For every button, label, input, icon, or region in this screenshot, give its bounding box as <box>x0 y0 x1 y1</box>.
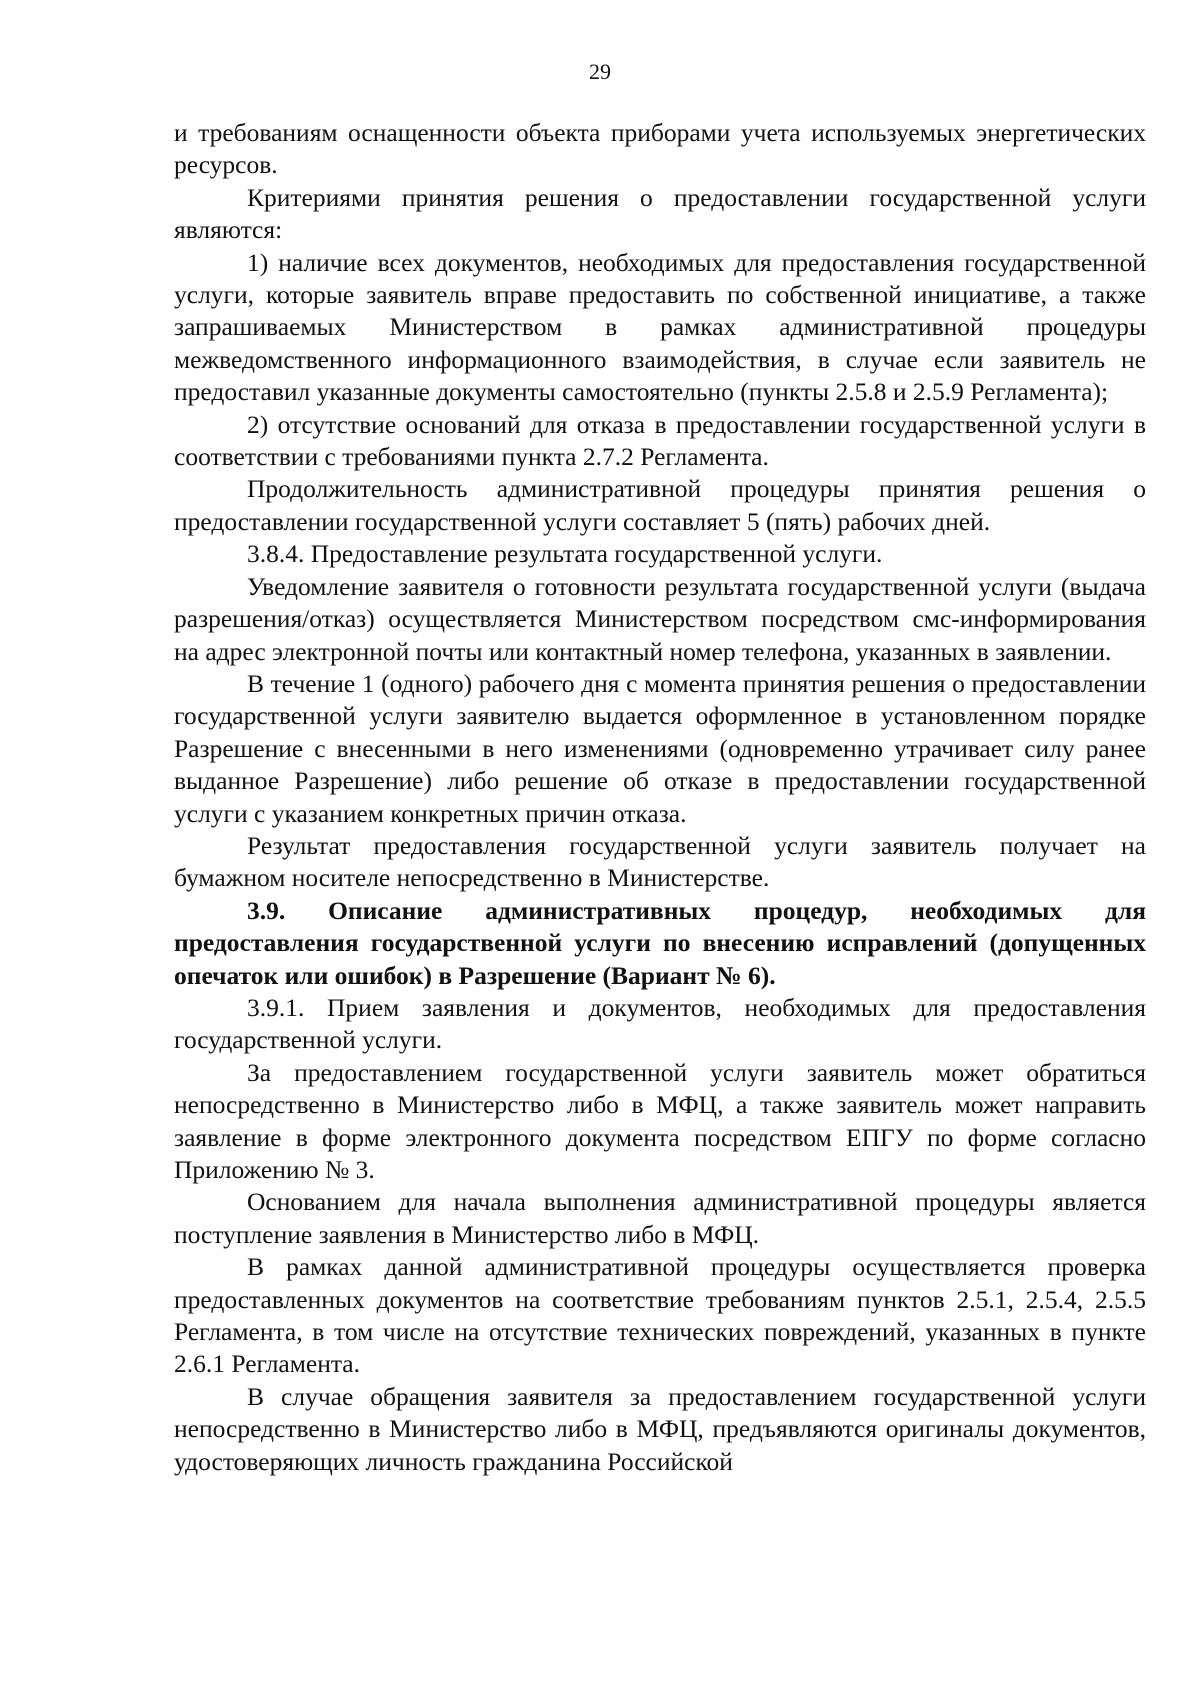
section-heading-3-9: 3.9. Описание административных процедур, необходимых для предоставления государственной услуги по внесению исправлений (допущенных опечаток или ошибок) в Разрешение (Вариант № 6). <box>174 895 1146 990</box>
paragraph-result: Результат предоставления государственной услуги заявитель получает на бумажном носителе непосредственно в Министерстве. <box>174 830 1146 893</box>
paragraph-notification: Уведомление заявителя о готовности результата государственной услуги (выдача разрешения/отказ) осуществляется Министерством посредством смс-информирования на адрес электронной почты или контактный номер телефона, указанных в заявлении. <box>174 571 1146 666</box>
paragraph-continuation: и требованиям оснащенности объекта приборами учета используемых энергетических ресурсов. <box>174 118 1146 180</box>
paragraph-criteria-intro: Критериями принятия решения о предоставлении государственной услуги являются: <box>174 182 1146 245</box>
paragraph-issuance: В течение 1 (одного) рабочего дня с момента принятия решения о предоставлении государственной услуги заявителю выдается оформленное в установленном порядке Разрешение с внесенными в него изменениями (одновременно утрачивает силу ранее выданное Разрешение) либо решение об отказе в предоставлении государственной услуги с указанием конкретных причин отказа. <box>174 668 1146 828</box>
paragraph-in-person: В случае обращения заявителя за предоставлением государственной услуги непосредственно в Министерство либо в МФЦ, предъявляются оригиналы документов, удостоверяющих личность гражданина Российской <box>174 1381 1146 1476</box>
paragraph-application-ways: За предоставлением государственной услуги заявитель может обратиться непосредственно в Министерство либо в МФЦ, а также заявитель может направить заявление в форме электронного документа посредством ЕПГУ по форме согласно Приложению № 3. <box>174 1057 1146 1184</box>
paragraph-basis: Основанием для начала выполнения административной процедуры является поступление заявления в Министерство либо в МФЦ. <box>174 1187 1146 1249</box>
document-body <box>174 117 1146 1478</box>
paragraph-duration: Продолжительность административной процедуры принятия решения о предоставлении государственной услуги составляет 5 (пять) рабочих дней. <box>174 474 1146 536</box>
paragraph-3-8-4: 3.8.4. Предоставление результата государственной услуги. <box>247 539 883 569</box>
paragraph-criterion-2: 2) отсутствие оснований для отказа в предоставлении государственной услуги в соответствии с требованиями пункта 2.7.2 Регламента. <box>174 409 1146 472</box>
paragraph-verification: В рамках данной административной процедуры осуществляется проверка предоставленных документов на соответствие требованиям пунктов 2.5.1, 2.5.4, 2.5.5 Регламента, в том числе на отсутствие технических повреждений, указанных в пункте 2.6.1 Регламента. <box>174 1252 1146 1379</box>
paragraph-3-9-1: 3.9.1. Прием заявления и документов, необходимых для предоставления государственной услуги. <box>174 992 1146 1055</box>
paragraph-criterion-1: 1) наличие всех документов, необходимых для предоставления государственной услуги, которые заявитель вправе предоставить по собственной инициативе, а также запрашиваемых Министерством в рамках административной процедуры межведомственного информационного взаимодействия, в случае если заявитель не предоставил указанные документы самостоятельно (пункты 2.5.8 и 2.5.9 Регламента); <box>174 247 1146 407</box>
page-number: 29 <box>589 59 611 84</box>
